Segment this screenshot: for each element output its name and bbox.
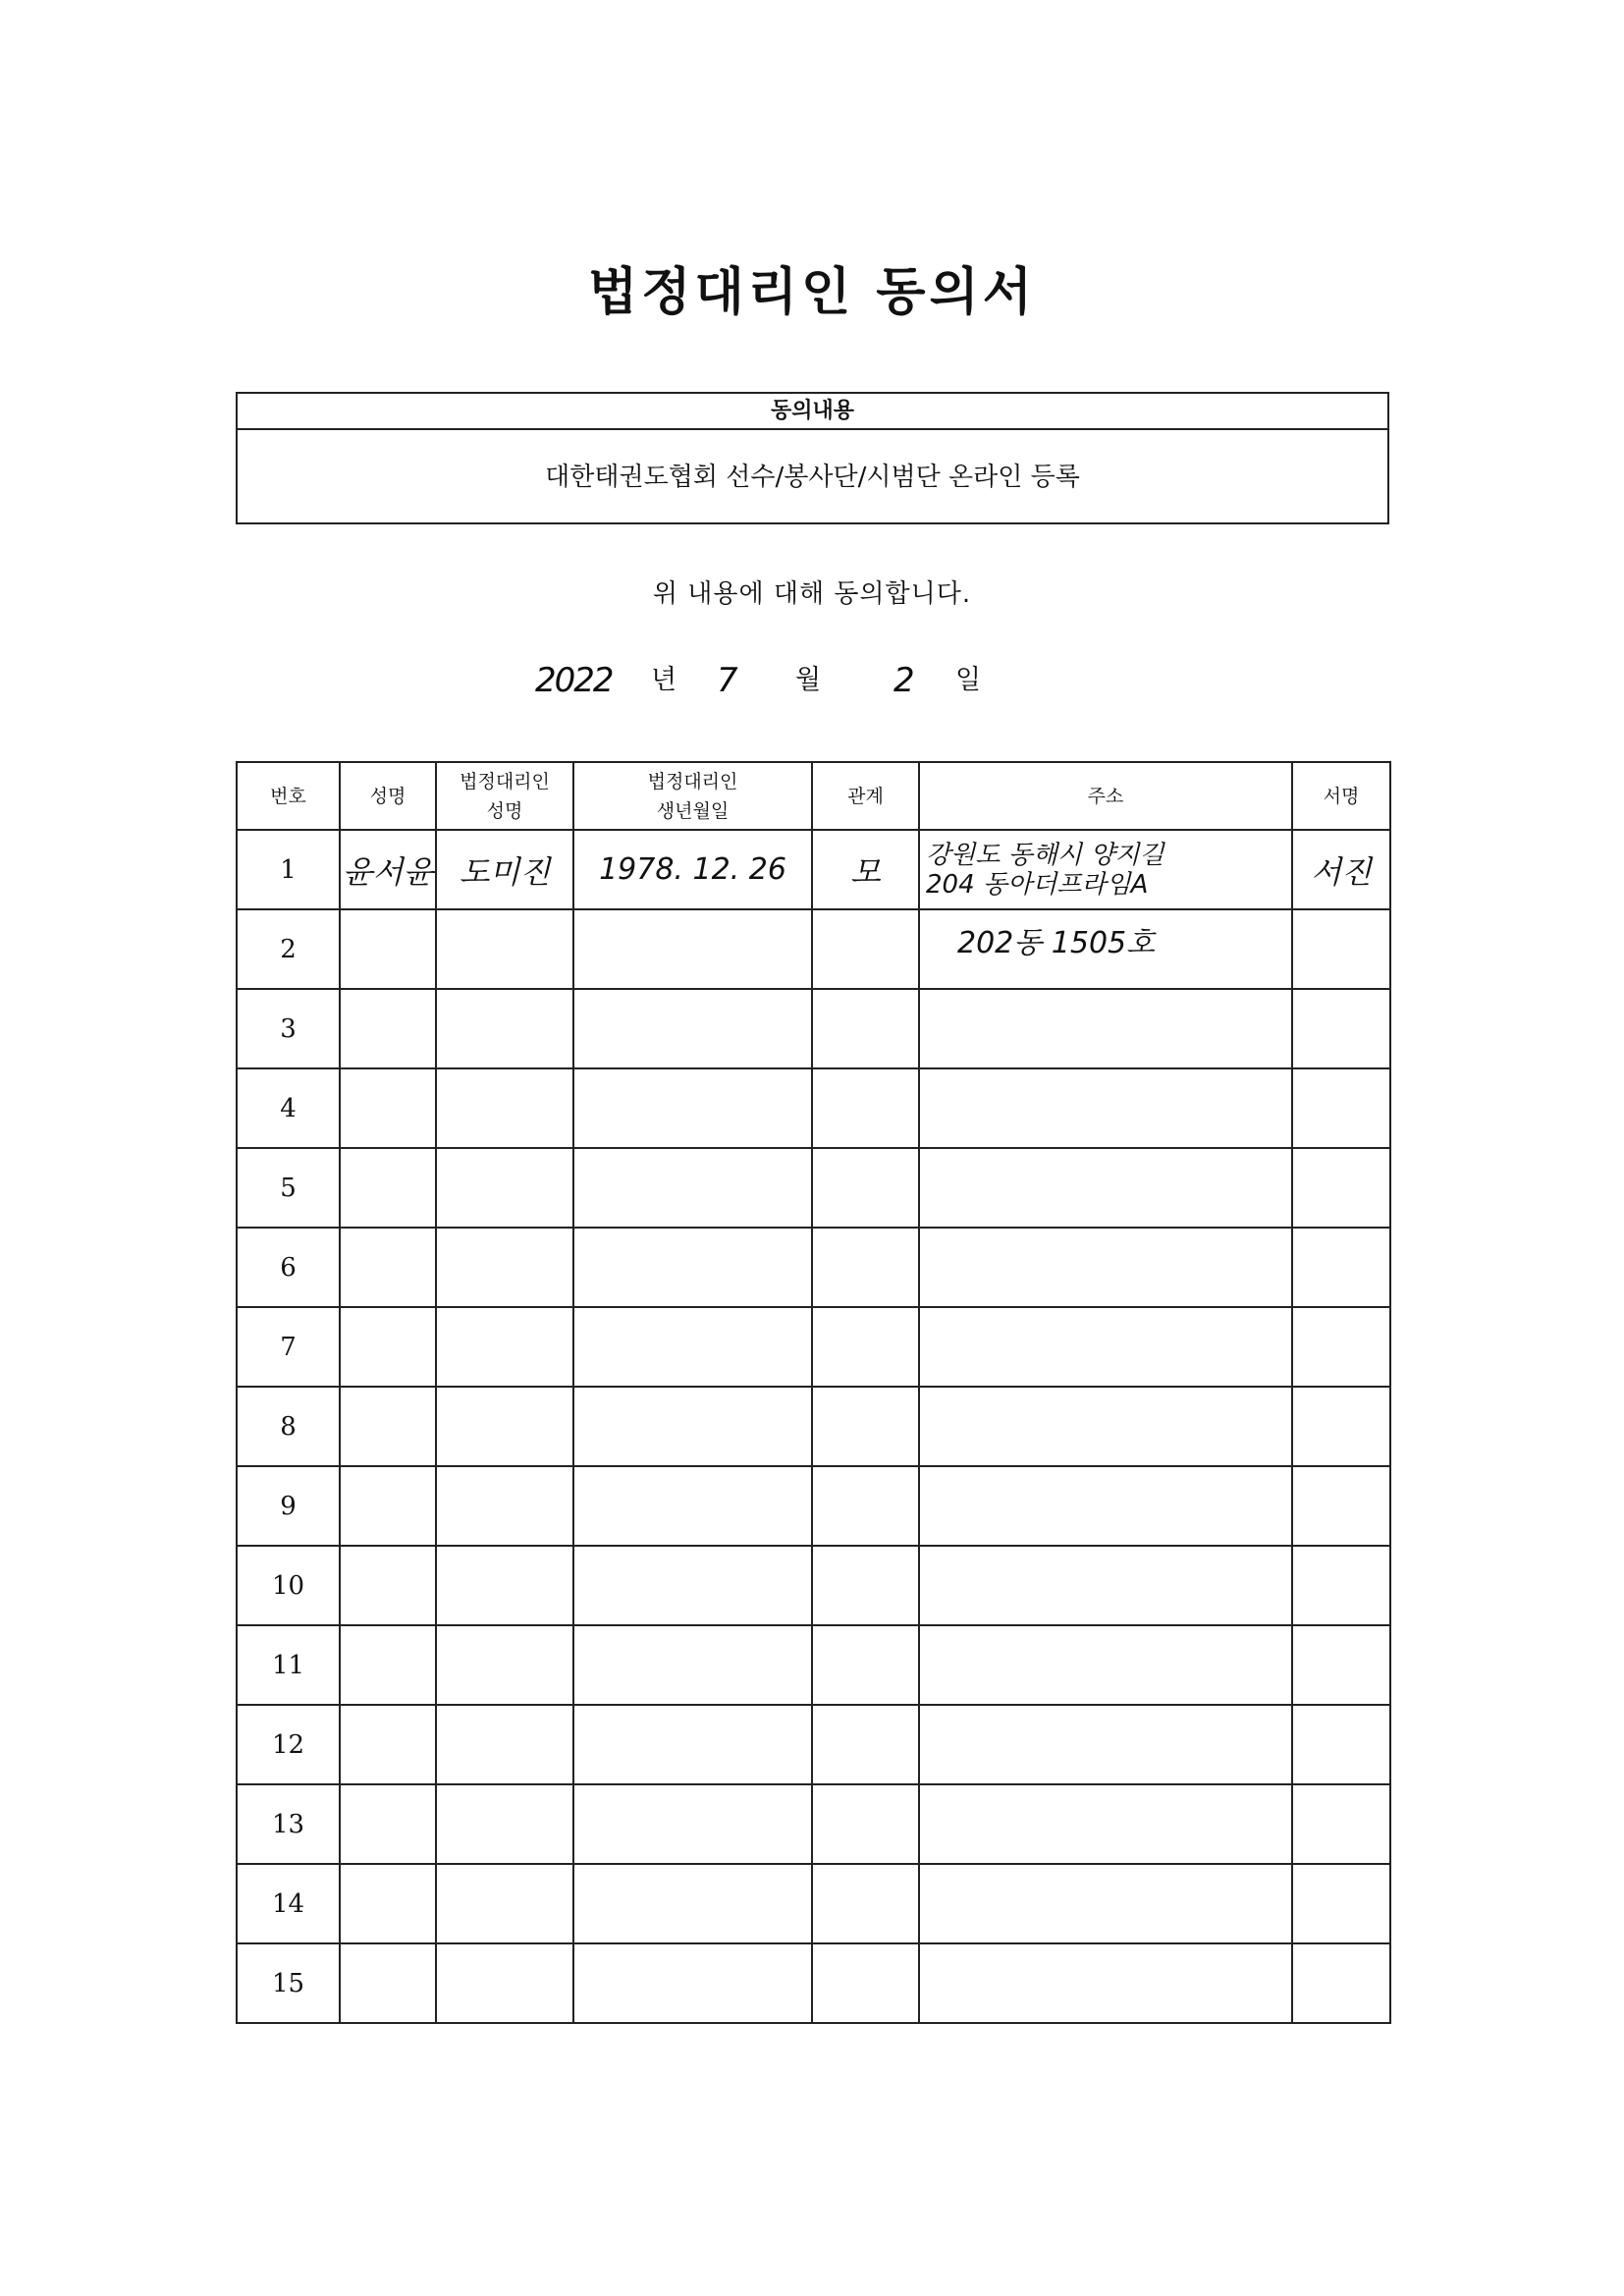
agreement-statement: 위 내용에 대해 동의합니다. <box>652 579 972 609</box>
table-row <box>237 1864 1390 1943</box>
date-month-unit: 월 <box>795 665 822 695</box>
row-number: 7 <box>237 1307 340 1387</box>
header-name: 성명 <box>340 762 436 830</box>
row-address <box>919 830 1292 909</box>
row-number: 14 <box>237 1864 340 1943</box>
row-number: 5 <box>237 1148 340 1228</box>
row-number: 15 <box>237 1943 340 2023</box>
row-number: 6 <box>237 1228 340 1307</box>
row-number: 2 <box>237 909 340 989</box>
row-number: 12 <box>237 1705 340 1784</box>
date-year-unit: 년 <box>651 665 677 695</box>
row-number: 4 <box>237 1068 340 1148</box>
header-guardian-name: 법정대리인 성명 <box>436 762 573 830</box>
consent-header: 동의내용 <box>238 394 1387 430</box>
date-month-value: 7 <box>717 661 738 700</box>
table-row <box>237 909 1390 989</box>
header-number: 번호 <box>237 762 340 830</box>
address-line-1: 강원도 동해시 양지길 <box>926 840 1164 870</box>
table-row <box>237 989 1390 1068</box>
table-row <box>237 1387 1390 1466</box>
date-day-unit: 일 <box>955 665 982 695</box>
header-guardian-birth: 법정대리인 생년월일 <box>573 762 812 830</box>
row-number: 9 <box>237 1466 340 1546</box>
header-address: 주소 <box>919 762 1292 830</box>
row-guardian-birth: 1978. 12. 26 <box>573 830 812 909</box>
date-day-value: 2 <box>893 661 915 700</box>
row-number: 13 <box>237 1784 340 1864</box>
row-number: 1 <box>237 830 340 909</box>
table-row <box>237 1943 1390 2023</box>
row-number: 3 <box>237 989 340 1068</box>
row-number: 10 <box>237 1546 340 1625</box>
table-row <box>237 830 1390 909</box>
table-row <box>237 1228 1390 1307</box>
row-guardian-name: 도미진 <box>436 830 573 909</box>
row-relation: 모 <box>812 830 919 909</box>
consent-content: 대한태권도협회 선수/봉사단/시범단 온라인 등록 <box>545 463 1080 492</box>
table-row <box>237 1068 1390 1148</box>
row-number: 8 <box>237 1387 340 1466</box>
date-line <box>535 658 1085 707</box>
date-year-value: 2022 <box>535 661 613 700</box>
header-relation: 관계 <box>812 762 919 830</box>
table-row <box>237 1307 1390 1387</box>
address-line-2: 204 동아더프라임A <box>926 869 1149 900</box>
guardian-table <box>236 761 1391 2024</box>
table-row <box>237 1546 1390 1625</box>
table-row <box>237 1148 1390 1228</box>
row-signature: 서진 <box>1292 830 1390 909</box>
row-name: 윤서윤 <box>340 830 436 909</box>
document-title: 법정대리인 동의서 <box>588 263 1036 322</box>
row-number: 11 <box>237 1625 340 1705</box>
table-header-row <box>237 762 1390 830</box>
consent-box <box>236 392 1389 524</box>
table-row <box>237 1625 1390 1705</box>
table-row <box>237 1466 1390 1546</box>
address-line-3: 202동 1505호 <box>957 926 1156 960</box>
table-row <box>237 1784 1390 1864</box>
header-signature: 서명 <box>1292 762 1390 830</box>
table-row <box>237 1705 1390 1784</box>
